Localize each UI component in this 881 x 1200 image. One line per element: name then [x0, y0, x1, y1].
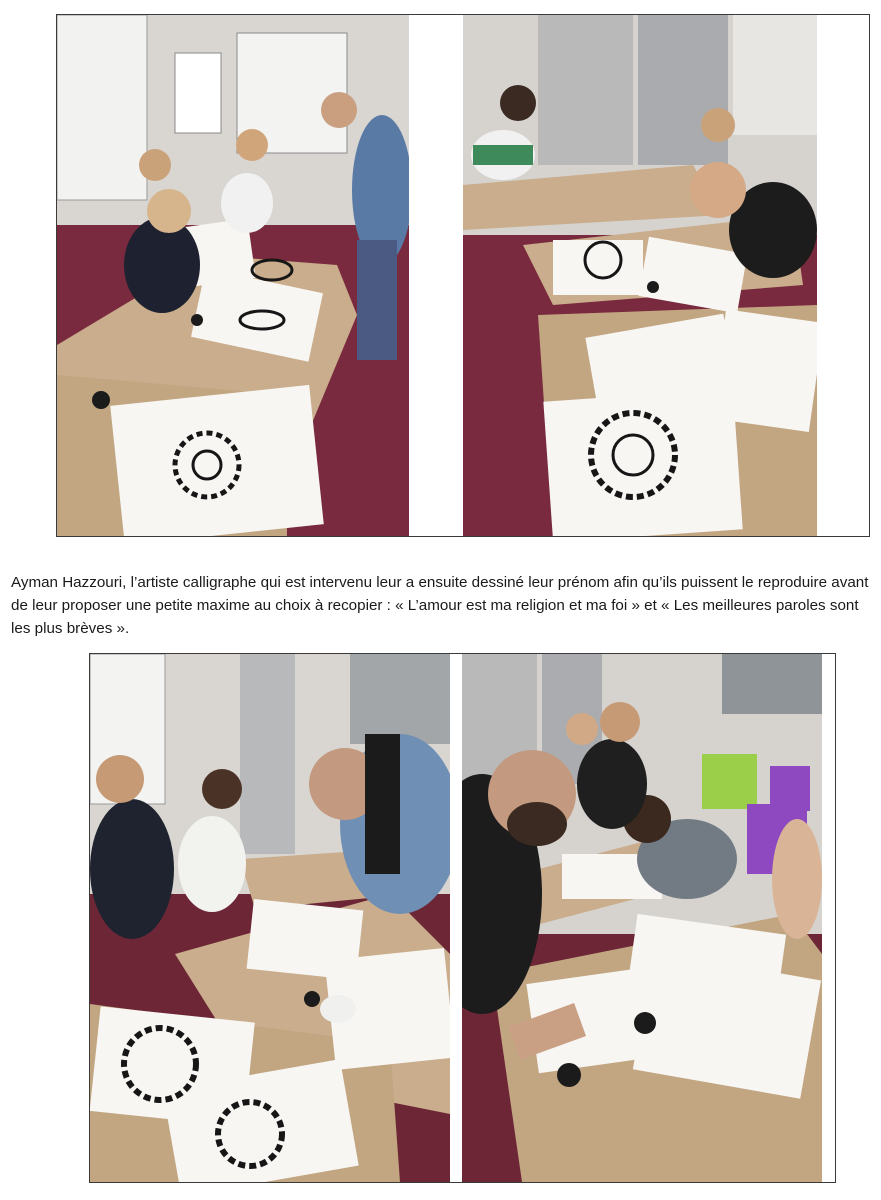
photo-caption [11, 571, 871, 640]
photo-boys-writing-calligraphy [463, 15, 817, 536]
photo-classroom-students-writing [57, 15, 409, 536]
caption-text: Ayman Hazzouri, l’artiste calligraphe qui est intervenu leur a ensuite dessiné leur prénom afin qu’ils puissent le reproduire avant de leur proposer une petite maxime au choix à recopier : « L’amour est ma religion et ma foi » et « Les meilleures paroles sont les plus brèves ». [11, 574, 869, 637]
photo-artist-drawing-names [90, 654, 450, 1182]
photo-artist-writing-maxim [462, 654, 822, 1182]
